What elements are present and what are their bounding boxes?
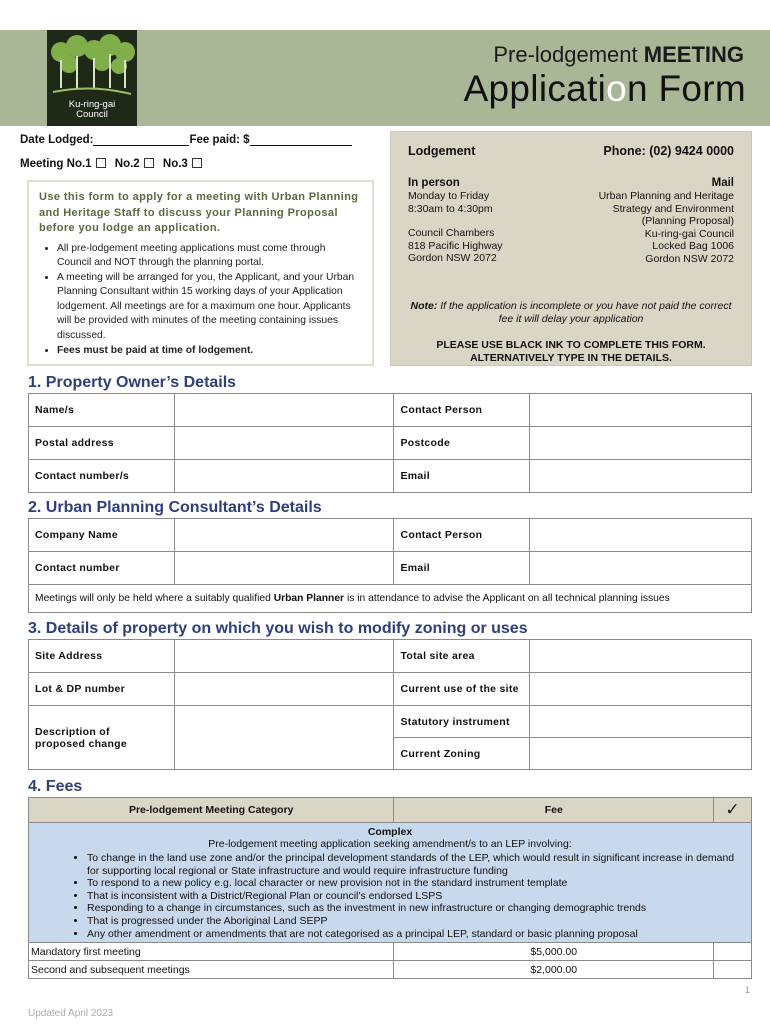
lot-dp-field[interactable]	[174, 673, 394, 706]
names-label: Name/s	[29, 394, 175, 427]
form-title: Application Form	[463, 68, 746, 109]
consultant-contact-field[interactable]	[530, 519, 752, 552]
black-ink-instruction: PLEASE USE BLACK INK TO COMPLETE THIS FORM. ALTERNATIVELY TYPE IN THE DETAILS.	[436, 339, 706, 364]
postcode-field[interactable]	[530, 427, 752, 460]
complex-criteria-list	[37, 852, 743, 940]
total-site-area-field[interactable]	[530, 640, 752, 673]
complex-criterion: • That is progressed under the Aboriginal Land SEPP	[87, 915, 743, 928]
section3-title: 3. Details of property on which you wish to modify zoning or uses	[28, 620, 528, 637]
subsequent-meeting-fee: $2,000.00	[394, 961, 714, 979]
incomplete-note: Note: If the application is incomplete or you have not paid the correct fee it will delay your application	[410, 300, 732, 325]
subsequent-meeting-label: Second and subsequent meetings	[29, 961, 394, 979]
intro-bullet: • Fees must be paid at time of lodgement.	[57, 344, 362, 359]
fee-row	[29, 943, 752, 961]
date-lodged-label: Date Lodged:	[20, 134, 94, 146]
page-number: 1	[744, 985, 750, 995]
section2-title: 2. Urban Planning Consultant’s Details	[28, 499, 322, 516]
description-label: Description of proposed change	[29, 706, 175, 770]
council-logo	[47, 30, 137, 126]
lodgement-box	[390, 131, 752, 366]
contact-person-label: Contact Person	[394, 394, 530, 427]
updated-date: Updated April 2023	[28, 1008, 114, 1019]
meeting-no3-label: No.3	[162, 158, 188, 170]
company-name-label: Company Name	[29, 519, 175, 552]
intro-box	[27, 180, 374, 366]
office-use-fields	[20, 134, 375, 170]
date-lodged-field[interactable]	[93, 134, 189, 146]
meeting-no1-label: Meeting No.1	[20, 158, 92, 170]
mail-column: Mail Urban Planning and Heritage Strategy and Environment (Planning Proposal) Ku-ring-gai Council Locked Bag 1006 Gordon NSW 2072	[598, 177, 734, 265]
urban-planner-note: Meetings will only be held where a suitably qualified Urban Planner is in attendance to advise the Applicant on all technical planning issues	[29, 585, 752, 613]
total-site-area-label: Total site area	[394, 640, 530, 673]
property-details-table	[28, 639, 752, 770]
fees-table	[28, 797, 752, 979]
contact-numbers-label: Contact number/s	[29, 460, 175, 493]
form-subtitle: Pre-lodgement MEETING	[493, 42, 744, 67]
complex-subtitle: Pre-lodgement meeting application seeking amendment/s to an LEP involving:	[208, 838, 572, 850]
email-field[interactable]	[530, 460, 752, 493]
contact-person-field[interactable]	[530, 394, 752, 427]
tick-icon: ✓	[714, 798, 752, 823]
postal-address-label: Postal address	[29, 427, 175, 460]
complex-criterion: • To respond to a new policy e.g. local character or new provision not in the standard instrument template	[87, 877, 743, 890]
consultant-number-field[interactable]	[174, 552, 394, 585]
email-label: Email	[394, 460, 530, 493]
subsequent-meeting-tick[interactable]	[714, 961, 752, 979]
fee-paid-field[interactable]	[250, 134, 352, 146]
site-address-label: Site Address	[29, 640, 175, 673]
consultant-email-field[interactable]	[530, 552, 752, 585]
intro-bullet: • A meeting will be arranged for you, the Applicant, and your Urban Planning Consultant within 15 working days of your Application lodgement. All meetings are for a maximum one hour. Applicants will be provided with minutes of the meeting containing issues discussed.	[57, 271, 362, 344]
complex-criterion: • Responding to a change in circumstances, such as the investment in new infrastructure or changing demographic trends	[87, 902, 743, 915]
statutory-instrument-field[interactable]	[530, 706, 752, 738]
consultant-email-label: Email	[394, 552, 530, 585]
contact-numbers-field[interactable]	[174, 460, 394, 493]
lot-dp-label: Lot & DP number	[29, 673, 175, 706]
mandatory-meeting-fee: $5,000.00	[394, 943, 714, 961]
logo-text-line1: Ku-ring-gai	[68, 99, 116, 110]
current-use-label: Current use of the site	[394, 673, 530, 706]
category-header: Pre-lodgement Meeting Category	[29, 798, 394, 823]
in-person-column: In person Monday to Friday 8:30am to 4:30pm Council Chambers 818 Pacific Highway Gordon NSW 2072	[408, 177, 503, 265]
fee-header: Fee	[394, 798, 714, 823]
meeting-no1-checkbox[interactable]	[96, 158, 106, 168]
meeting-no2-label: No.2	[114, 158, 140, 170]
mandatory-meeting-label: Mandatory first meeting	[29, 943, 394, 961]
current-use-field[interactable]	[530, 673, 752, 706]
current-zoning-label: Current Zoning	[394, 738, 530, 770]
intro-heading: Use this form to apply for a meeting with Urban Planning and Heritage Staff to discuss your Planning Proposal before you lodge an application.	[39, 191, 359, 234]
fee-paid-label: Fee paid: $	[189, 134, 250, 146]
postal-address-field[interactable]	[174, 427, 394, 460]
description-field[interactable]	[174, 706, 394, 770]
owner-details-table	[28, 393, 752, 493]
logo-text-line2: Council	[76, 109, 108, 120]
complex-category	[29, 823, 752, 943]
complex-criterion: • To change in the land use zone and/or the principal development standards of the LEP, which would result in significant increase in demand for supporting local regional or State infrastructure and would require infrastructure funding	[87, 852, 743, 877]
company-name-field[interactable]	[174, 519, 394, 552]
phone-number: Phone: (02) 9424 0000	[603, 144, 734, 158]
meeting-no3-checkbox[interactable]	[192, 158, 202, 168]
section1-title: 1. Property Owner’s Details	[28, 374, 237, 391]
complex-criterion: • That is inconsistent with a District/Regional Plan or council’s endorsed LSPS	[87, 890, 743, 903]
fee-row	[29, 961, 752, 979]
intro-bullets	[39, 242, 362, 359]
mandatory-meeting-tick[interactable]	[714, 943, 752, 961]
postcode-label: Postcode	[394, 427, 530, 460]
meeting-no2-checkbox[interactable]	[144, 158, 154, 168]
complex-criterion: • Any other amendment or amendments that are not categorised as a principal LEP, standard or basic planning proposal	[87, 928, 743, 941]
consultant-contact-label: Contact Person	[394, 519, 530, 552]
current-zoning-field[interactable]	[530, 738, 752, 770]
complex-title: Complex	[367, 826, 413, 838]
section4-title: 4. Fees	[28, 778, 83, 795]
intro-bullet: • All pre-lodgement meeting applications must come through Council and NOT through the planning portal.	[57, 242, 362, 271]
consultant-number-label: Contact number	[29, 552, 175, 585]
site-address-field[interactable]	[174, 640, 394, 673]
lodgement-title: Lodgement	[408, 144, 476, 158]
consultant-details-table	[28, 518, 752, 613]
statutory-instrument-label: Statutory instrument	[394, 706, 530, 738]
names-field[interactable]	[174, 394, 394, 427]
